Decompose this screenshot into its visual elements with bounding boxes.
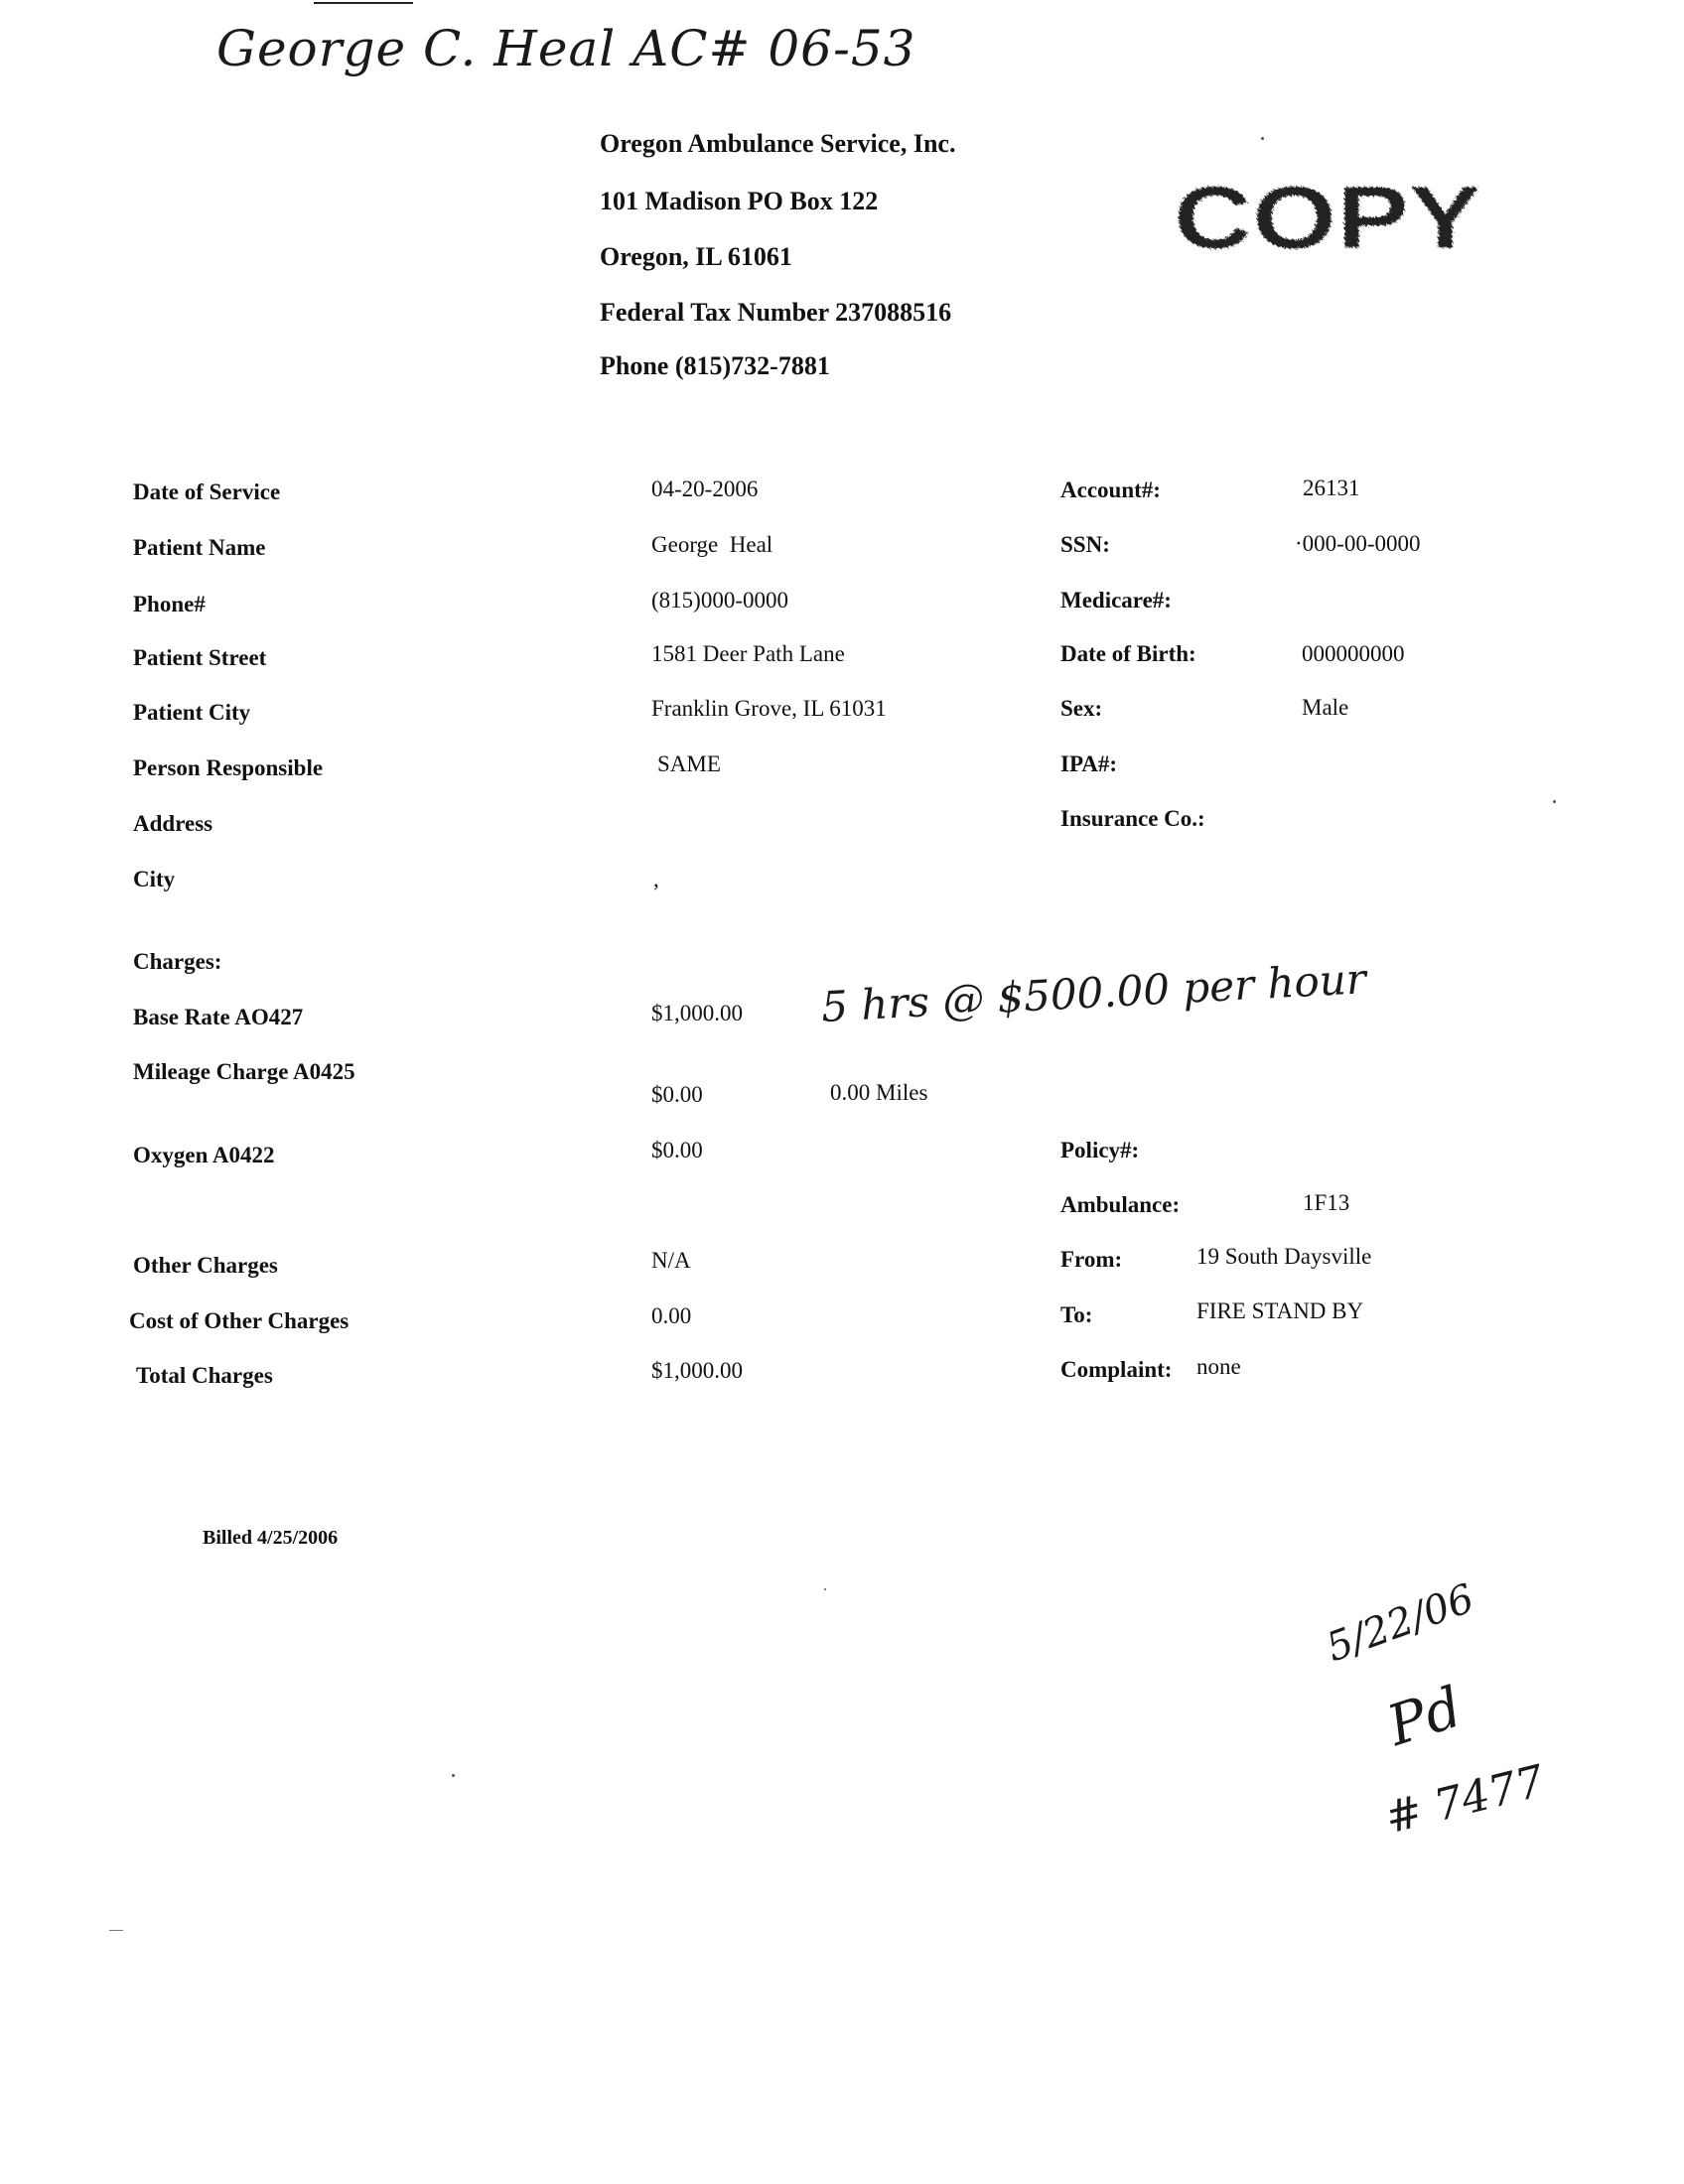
label-date-of-service: Date of Service xyxy=(133,479,281,504)
scan-speck xyxy=(1261,137,1264,140)
label-oxygen: Oxygen A0422 xyxy=(133,1143,275,1167)
label-account: Account#: xyxy=(1060,478,1161,502)
faint-dash xyxy=(109,1930,123,1931)
value-miles: 0.00 Miles xyxy=(830,1080,928,1105)
value-ambulance: 1F13 xyxy=(1303,1190,1350,1215)
value-complaint: none xyxy=(1196,1354,1241,1379)
value-date-of-service: 04-20-2006 xyxy=(651,477,759,501)
label-ssn: SSN: xyxy=(1060,532,1110,557)
copy-stamp xyxy=(1170,167,1487,266)
scan-speck xyxy=(1553,800,1556,803)
company-phone: Phone (815)732-7881 xyxy=(600,351,830,380)
value-ssn: ·000-00-0000 xyxy=(1295,531,1421,556)
value-date-of-birth: 000000000 xyxy=(1302,641,1405,666)
label-total-charges: Total Charges xyxy=(136,1363,273,1388)
label-date-of-birth: Date of Birth: xyxy=(1060,641,1196,666)
label-phone: Phone# xyxy=(133,592,206,616)
label-ambulance: Ambulance: xyxy=(1060,1192,1181,1217)
header-rule xyxy=(314,2,413,4)
value-patient-city: Franklin Grove, IL 61031 xyxy=(651,696,887,721)
company-name: Oregon Ambulance Service, Inc. xyxy=(600,129,956,158)
billed-date: Billed 4/25/2006 xyxy=(203,1527,339,1549)
label-person-responsible: Person Responsible xyxy=(133,755,324,780)
value-from: 19 South Daysville xyxy=(1196,1244,1372,1269)
value-city: , xyxy=(653,867,659,891)
label-complaint: Complaint: xyxy=(1060,1357,1173,1382)
label-insurance-co: Insurance Co.: xyxy=(1060,806,1205,831)
label-address: Address xyxy=(133,811,213,836)
value-mileage-charge: $0.00 xyxy=(651,1082,703,1107)
scan-speck xyxy=(824,1588,826,1590)
label-patient-street: Patient Street xyxy=(133,645,267,670)
label-ipa: IPA#: xyxy=(1060,751,1118,776)
company-tax-number: Federal Tax Number 237088516 xyxy=(600,298,952,327)
company-address: 101 Madison PO Box 122 xyxy=(600,187,879,215)
scan-speck xyxy=(452,1774,455,1777)
handwritten-check-number: # 7477 xyxy=(1380,1755,1550,1844)
label-sex: Sex: xyxy=(1060,696,1103,721)
value-person-responsible: SAME xyxy=(657,751,721,776)
value-base-rate: $1,000.00 xyxy=(651,1001,743,1025)
handwritten-rate-note: 5 hrs @ $500.00 per hour xyxy=(820,954,1367,1031)
value-account: 26131 xyxy=(1303,476,1360,500)
label-medicare: Medicare#: xyxy=(1060,588,1172,613)
handwritten-header: George C. Heal AC# 06-53 xyxy=(216,20,916,77)
company-city: Oregon, IL 61061 xyxy=(600,242,792,271)
handwritten-paid-mark: Pd xyxy=(1380,1675,1471,1759)
value-total-charges: $1,000.00 xyxy=(651,1358,743,1383)
value-oxygen: $0.00 xyxy=(651,1138,703,1162)
value-other-charges: N/A xyxy=(651,1248,691,1273)
svg-text:COPY: COPY xyxy=(1174,169,1481,266)
label-base-rate: Base Rate AO427 xyxy=(133,1005,304,1029)
value-patient-street: 1581 Deer Path Lane xyxy=(651,641,845,666)
label-cost-other-charges: Cost of Other Charges xyxy=(129,1308,350,1333)
label-to: To: xyxy=(1060,1302,1093,1327)
label-other-charges: Other Charges xyxy=(133,1253,278,1278)
value-patient-name: George Heal xyxy=(651,532,773,557)
value-to: FIRE STAND BY xyxy=(1196,1298,1364,1323)
label-from: From: xyxy=(1060,1247,1123,1272)
value-phone: (815)000-0000 xyxy=(651,588,788,613)
label-charges: Charges: xyxy=(133,949,222,974)
value-sex: Male xyxy=(1302,695,1349,720)
label-patient-name: Patient Name xyxy=(133,535,266,560)
label-policy: Policy#: xyxy=(1060,1138,1140,1162)
label-mileage-charge: Mileage Charge A0425 xyxy=(133,1059,355,1084)
label-city: City xyxy=(133,867,176,891)
label-patient-city: Patient City xyxy=(133,700,251,725)
handwritten-paid-date: 5/22/06 xyxy=(1321,1575,1480,1672)
value-cost-other-charges: 0.00 xyxy=(651,1303,692,1328)
